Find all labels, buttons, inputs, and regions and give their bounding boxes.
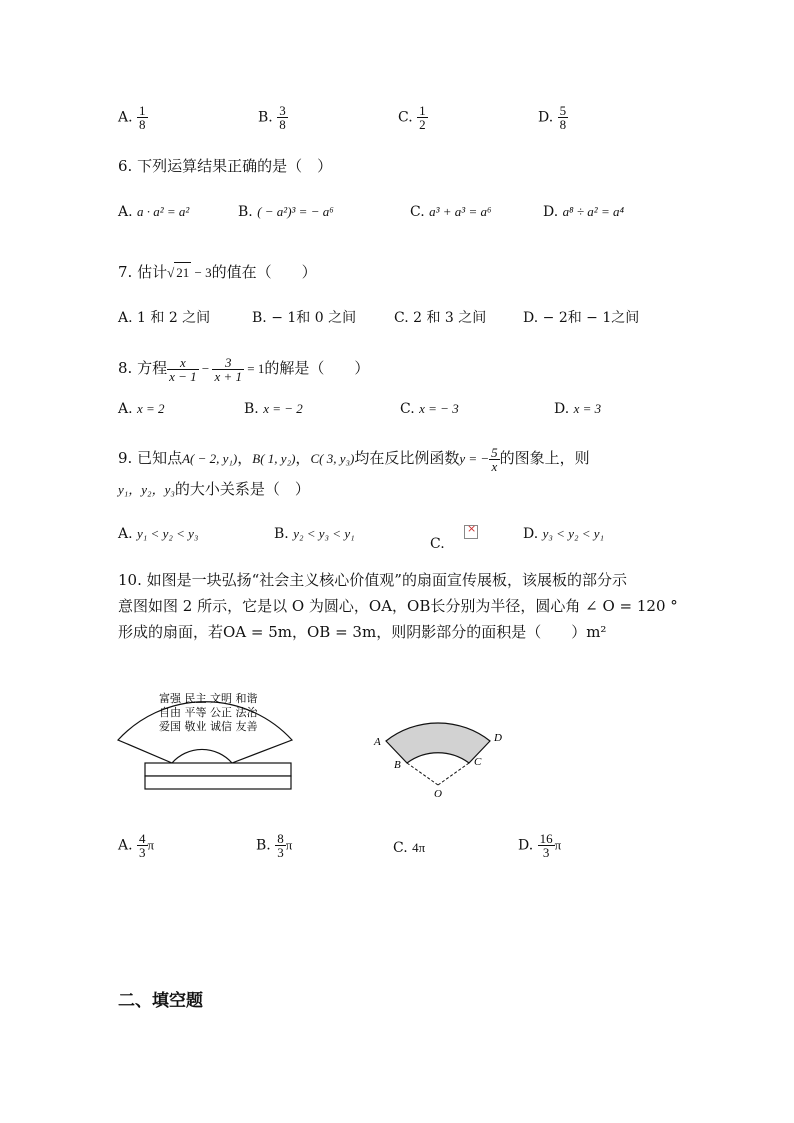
fan-board-figure bbox=[110, 665, 310, 795]
q5-option-c: C. $\frac{1}{2}$ bbox=[398, 103, 426, 132]
fraction: $\frac{3}{8}$ bbox=[279, 103, 286, 132]
q10-stem-line3: 形成的扇面，若OA = 5m，OB = 3m，则阴影部分的面积是（ ）m² bbox=[118, 623, 607, 641]
label-c: C bbox=[474, 756, 482, 768]
q6-option-a: A. a · a² = a² bbox=[118, 204, 190, 220]
q10-option-c: C. 4π bbox=[393, 840, 426, 856]
fraction: $\frac{5}{x}$ bbox=[491, 444, 498, 474]
q6-stem: 6. 下列运算结果正确的是（ ） bbox=[118, 157, 333, 175]
section-heading: 二、填空题 bbox=[118, 991, 203, 1011]
fan-text-line: 自由 平等 公正 法治 bbox=[159, 706, 258, 719]
q5-option-d: D. $\frac{5}{8}$ bbox=[538, 103, 567, 132]
q5-option-b: B. $\frac{3}{8}$ bbox=[258, 103, 286, 132]
fraction: $\frac{5}{8}$ bbox=[559, 103, 567, 132]
q8-option-c: C. x = − 3 bbox=[400, 401, 459, 417]
fraction: $\frac{4}{3}$ bbox=[139, 831, 146, 860]
q7-option-a: A. 1 和 2 之间 bbox=[118, 310, 211, 326]
label-d: D bbox=[494, 732, 502, 744]
q10-option-b: B. $\frac{8}{3}$ π bbox=[256, 831, 293, 860]
q8-option-d: D. x = 3 bbox=[554, 401, 602, 417]
q7-option-c: C. 2 和 3 之间 bbox=[394, 310, 487, 326]
base-plank-top bbox=[145, 763, 291, 776]
q10-option-a: A. $\frac{4}{3}$ π bbox=[118, 831, 155, 860]
fraction: $\frac{x}{x - 1}$ bbox=[169, 354, 197, 384]
fraction: $\frac{1}{8}$ bbox=[139, 103, 146, 132]
label-o: O bbox=[434, 788, 442, 800]
fraction: $\frac{16}{3}$ bbox=[539, 831, 553, 860]
label-b: B bbox=[394, 759, 401, 771]
q7-option-b: B. − 1和 0 之间 bbox=[252, 310, 357, 326]
sqrt-expression: √ 21 − 3 bbox=[167, 265, 211, 280]
q9-option-c: C. bbox=[430, 536, 445, 552]
fan-text-line: 爱国 敬业 诚信 友善 bbox=[159, 720, 258, 733]
q6-option-c: C. a³ + a³ = a⁶ bbox=[410, 204, 492, 220]
q10-option-d: D. $\frac{16}{3}$ π bbox=[518, 831, 562, 860]
q10-stem-line1: 10. 如图是一块弘扬“社会主义核心价值观”的扇面宣传展板，该展板的部分示 bbox=[118, 571, 627, 589]
q9-option-d: D. y₃ < y₂ < y₁ bbox=[523, 526, 605, 542]
fraction: $\frac{1}{2}$ bbox=[419, 103, 426, 132]
q6-option-b: B. ( − a²)³ = − a⁶ bbox=[238, 204, 334, 220]
q9-stem: 9. 已知点A( − 2, y₁)，B( 1, y₂)，C( 3, y₃)均在反比例函数y = − $\frac{5}{x}$ 的图象上，则 bbox=[118, 444, 590, 474]
q9-stem-line2: y₁，y₂，y₃的大小关系是（ ） bbox=[118, 480, 310, 498]
label-a: A bbox=[374, 736, 381, 748]
q5-option-a: A. $\frac{1}{8}$ bbox=[118, 103, 146, 132]
q8-option-b: B. x = − 2 bbox=[244, 401, 303, 417]
q9-option-a: A. y₁ < y₂ < y₃ bbox=[118, 526, 199, 542]
q7-stem: 7. 估计√ 21 − 3的值在（ ） bbox=[118, 263, 317, 281]
dashed-radius-oc bbox=[438, 763, 469, 785]
fraction: $\frac{8}{3}$ bbox=[277, 831, 284, 860]
q10-stem-line2: 意图如图 2 所示，它是以 O 为圆心，OA，OB长分别为半径，圆心角 ∠ O = 120 ° bbox=[118, 597, 678, 615]
base-plank-bottom bbox=[145, 776, 291, 789]
q8-stem: 8. 方程 $\frac{x}{x - 1}$ − $\frac{3}{x + 1}$ = 1的解是（ ） bbox=[118, 354, 370, 384]
fan-text-line: 富强 民主 文明 和谐 bbox=[159, 692, 258, 705]
sector-diagram bbox=[368, 705, 528, 800]
q9-option-b: B. y₂ < y₃ < y₁ bbox=[274, 526, 355, 542]
fraction: $\frac{3}{x + 1}$ bbox=[214, 354, 243, 384]
q8-option-a: A. x = 2 bbox=[118, 401, 165, 417]
q6-option-d: D. a⁸ ÷ a² = a⁴ bbox=[543, 204, 624, 220]
broken-image-icon bbox=[464, 525, 478, 539]
dashed-radius-ob bbox=[407, 763, 438, 785]
q7-option-d: D. − 2和 − 1之间 bbox=[523, 310, 640, 326]
